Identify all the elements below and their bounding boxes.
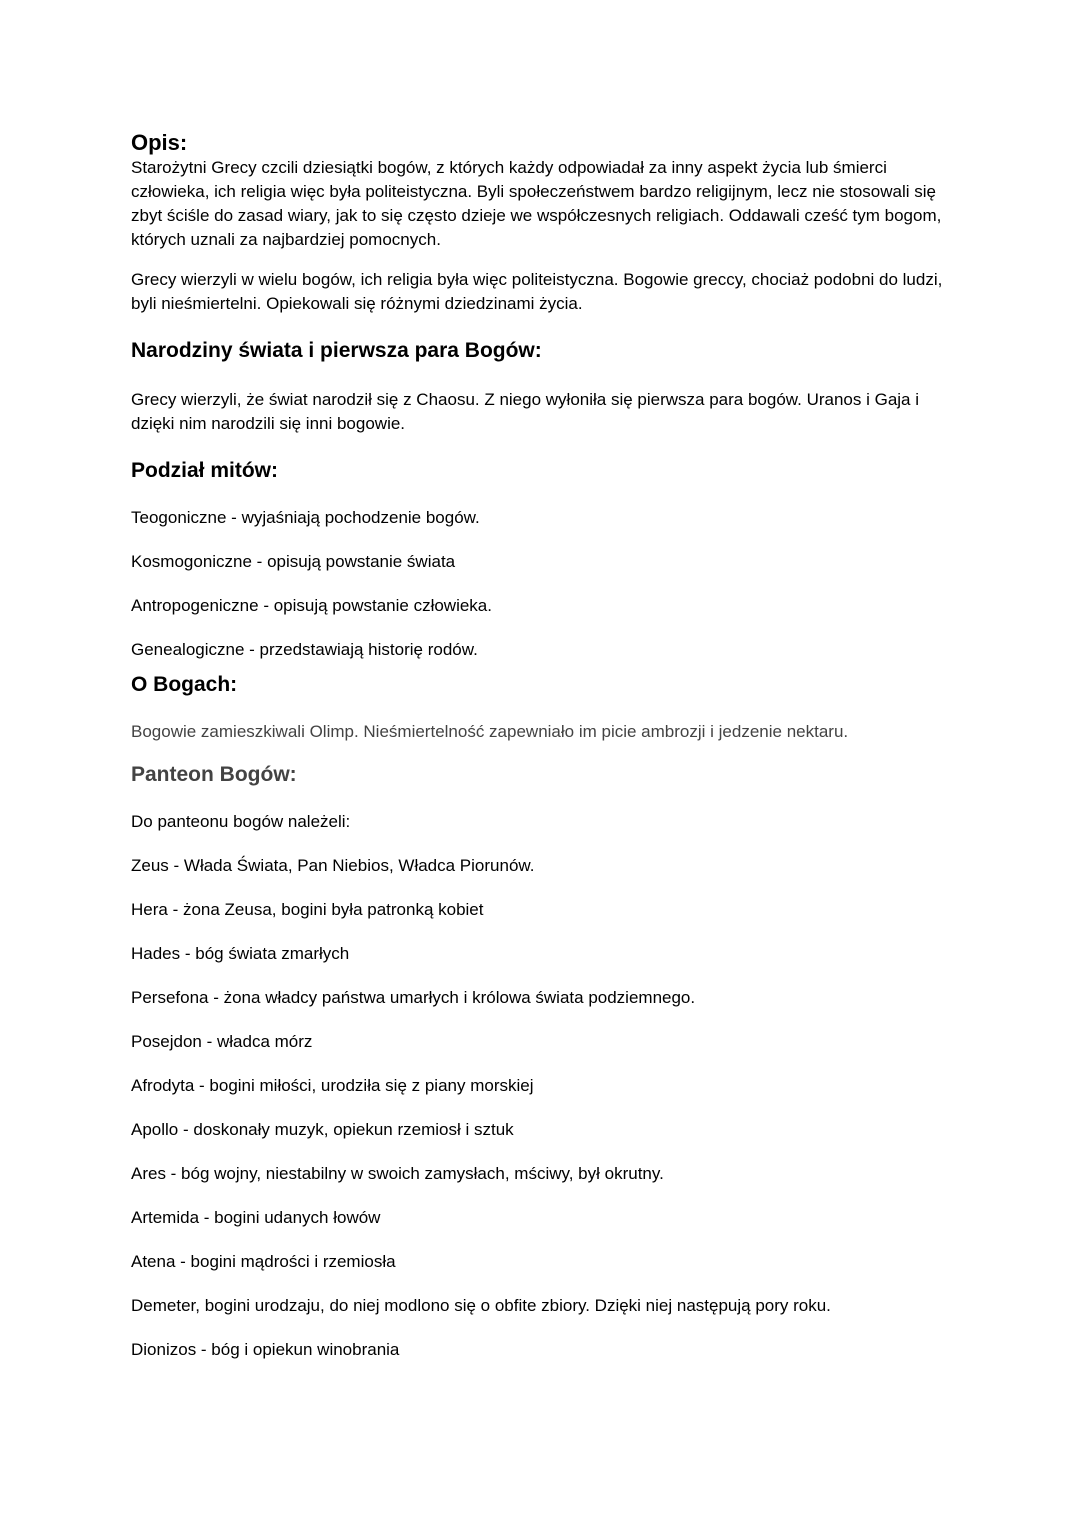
list-item: Ares - bóg wojny, niestabilny w swoich zamysłach, mściwy, był okrutny. xyxy=(131,1164,664,1183)
list-item: Apollo - doskonały muzyk, opiekun rzemiosł i sztuk xyxy=(131,1120,514,1139)
list-item: Antropogeniczne - opisują powstanie człowieka. xyxy=(131,596,492,615)
panteon-intro: Do panteonu bogów należeli: xyxy=(131,812,351,831)
heading-bogach: O Bogach: xyxy=(131,673,238,696)
heading-narodziny: Narodziny świata i pierwsza para Bogów: xyxy=(131,339,542,362)
list-item: Posejdon - władca mórz xyxy=(131,1032,313,1051)
list-item: Persefona - żona władcy państwa umarłych i królowa świata podziemnego. xyxy=(131,988,696,1007)
paragraph-opis-2: Grecy wierzyli w wielu bogów, ich religia była więc politeistyczna. Bogowie greccy, chociaż podobni do ludzi, byli nieśmiertelni. Opiekowali się różnymi dziedzinami życia. xyxy=(131,270,943,313)
paragraph-bogach: Bogowie zamieszkiwali Olimp. Nieśmiertelność zapewniało im picie ambrozji i jedzenie nektaru. xyxy=(131,722,849,741)
heading-podzial: Podział mitów: xyxy=(131,459,278,482)
list-item: Afrodyta - bogini miłości, urodziła się z piany morskiej xyxy=(131,1076,534,1095)
list-item: Kosmogoniczne - opisują powstanie świata xyxy=(131,552,456,571)
heading-opis: Opis: xyxy=(131,130,188,155)
paragraph-narodziny: Grecy wierzyli, że świat narodził się z Chaosu. Z niego wyłoniła się pierwsza para bogów. Uranos i Gaja i dzięki nim narodzili się inni bogowie. xyxy=(131,390,920,433)
heading-panteon: Panteon Bogów: xyxy=(131,763,297,786)
list-item: Hera - żona Zeusa, bogini była patronką kobiet xyxy=(131,900,484,919)
document-page xyxy=(131,130,961,1382)
list-item: Teogoniczne - wyjaśniają pochodzenie bogów. xyxy=(131,508,480,527)
list-item: Artemida - bogini udanych łowów xyxy=(131,1208,381,1227)
list-item: Hades - bóg świata zmarłych xyxy=(131,944,350,963)
list-item: Genealogiczne - przedstawiają historię rodów. xyxy=(131,640,478,659)
paragraph-opis-1: Starożytni Grecy czcili dziesiątki bogów, z których każdy odpowiadał za inny aspekt życia lub śmierci człowieka, ich religia więc była politeistyczna. Byli społeczeństwem bardzo religijnym, lecz nie stosowali się zbyt ściśle do zasad wiary, jak to się często dzieje we współczesnych religiach. Oddawali cześć tym bogom, których uznali za najbardziej pomocnych. xyxy=(131,158,942,249)
list-item: Zeus - Włada Świata, Pan Niebios, Władca Piorunów. xyxy=(131,856,535,875)
list-item: Dionizos - bóg i opiekun winobrania xyxy=(131,1340,400,1359)
list-item: Demeter, bogini urodzaju, do niej modlono się o obfite zbiory. Dzięki niej następują pory roku. xyxy=(131,1296,831,1315)
list-item: Atena - bogini mądrości i rzemiosła xyxy=(131,1252,396,1271)
